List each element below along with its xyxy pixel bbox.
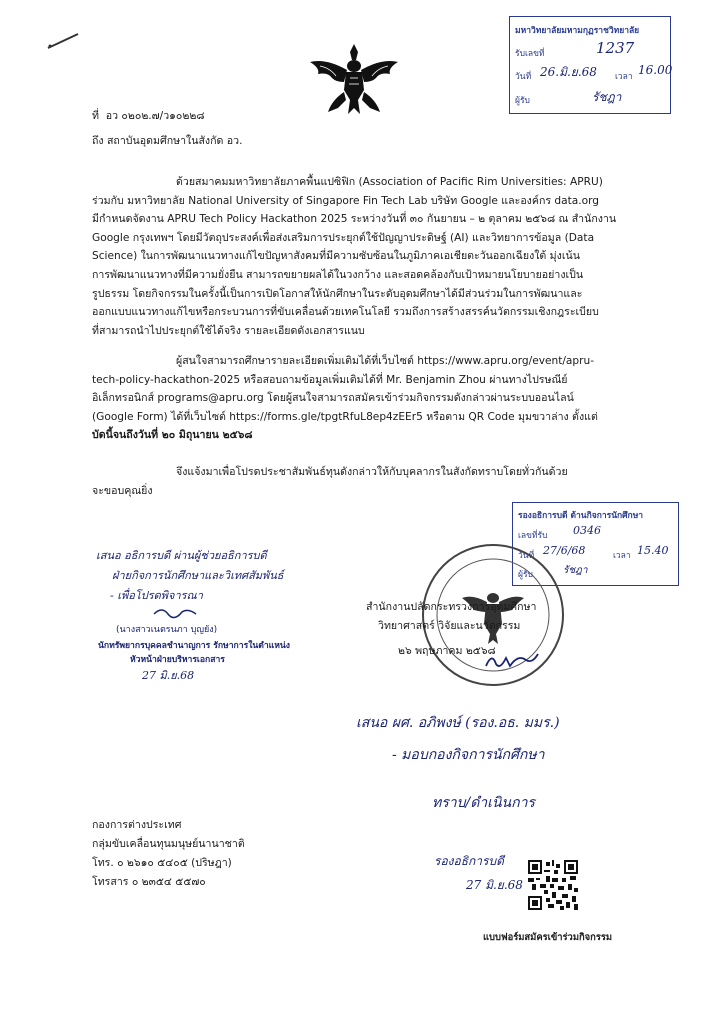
ref-value: อว ๐๒๐๒.๗/ว๑๐๒๒๘ — [105, 110, 205, 122]
footer-dept: กองการต่างประเทศ — [92, 819, 182, 831]
left-note-position: นักทรัพยากรบุคคลชำนาญการ รักษาการในตำแหน่ง — [98, 641, 290, 651]
stamp-date-label: วันที่ — [518, 551, 535, 561]
p1-line: รูปธรรม โดยกิจกรรมในครั้งนี้เป็นการเปิดโอกาสให้นักศึกษาในระดับอุดมศึกษาได้มีส่วนร่วมในการพัฒนาและ — [92, 287, 583, 300]
stamp-title: มหาวิทยาลัยมหามกุฏราชวิทยาลัย — [515, 26, 640, 36]
right-note-line: - มอบกองกิจการนักศึกษา — [392, 747, 545, 763]
paragraph-3 — [92, 463, 568, 500]
signature-date: ๒๖ พฤษภาคม ๒๕๖๘ — [398, 645, 496, 657]
p3-line: จะขอบคุณยิ่ง — [92, 484, 153, 497]
left-note-line: ฝ่ายกิจการนักศึกษาและวิเทศสัมพันธ์ — [112, 569, 284, 582]
p1-line: ร่วมกับ มหาวิทยาลัย National University of Singapore Fin Tech Lab บริษัท Google และองค์กร data.org — [92, 194, 600, 207]
footer-fax: โทรสาร ๐ ๒๓๕๔ ๕๕๗๐ — [92, 876, 206, 888]
left-signature-icon — [150, 604, 200, 620]
official-signature-icon — [482, 648, 542, 672]
stamp-time-value: 15.40 — [637, 544, 669, 557]
p1-line: Science) ในการพัฒนาแนวทางแก้ไขปัญหาสังคมที่มีความซับซ้อนในภูมิภาคเอเชียตะวันออกเฉียงใต้ มุ่งเน้น — [92, 250, 580, 263]
stamp-time-value: 16.00 — [638, 63, 673, 77]
p1-line: ด้วยสมาคมมหาวิทยาลัยภาคพื้นแปซิฟิก (Association of Pacific Rim Universities: APRU) — [176, 176, 603, 188]
garuda-emblem-icon — [306, 38, 402, 118]
stamp-receiver-label: ผู้รับ — [518, 570, 533, 580]
right-note-line: รองอธิการบดี — [434, 854, 504, 868]
right-note-line: 27 มิ.ย.68 — [466, 878, 523, 892]
left-note-position: หัวหน้าฝ่ายบริหารเอกสาร — [130, 655, 225, 665]
stamp-time-label: เวลา — [613, 551, 631, 561]
qr-code-icon[interactable] — [528, 860, 578, 910]
stamp-receiver-value: รัชฎา — [563, 565, 588, 576]
stamp-no-label: รับเลขที่ — [515, 49, 545, 59]
p2-line: (Google Form) ได้ที่เว็บไซต์ https://forms.gle/tpgtRfuL8ep4zEEr5 หรือตาม QR Code มุมขวาล่าง ตั้งแต่ — [92, 410, 598, 423]
paragraph-2 — [92, 352, 598, 445]
recipient-line: ถึง สถาบันอุดมศึกษาในสังกัด อว. — [92, 135, 243, 147]
stamp-no-value: 1237 — [596, 39, 635, 57]
stamp-date-value: 26.มิ.ย.68 — [540, 65, 597, 79]
p1-line: Google กรุงเทพฯ โดยมีวัตถุประสงค์เพื่อส่งเสริมการประยุกต์ใช้ปัญญาประดิษฐ์ (AI) และวิทยาการข้อมูล (Data — [92, 231, 595, 244]
footer-group: กลุ่มขับเคลื่อนทุนมนุษย์นานาชาติ — [92, 838, 245, 850]
left-note-date: 27 มิ.ย.68 — [142, 669, 195, 682]
stamp-no-label: เลขที่รับ — [518, 531, 548, 541]
p2-line: ผู้สนใจสามารถศึกษารายละเอียดเพิ่มเติมได้ที่เว็บไซต์ https://www.apru.org/event/apru- — [176, 355, 595, 367]
stamp-receiver-label: ผู้รับ — [515, 96, 530, 106]
left-note-name: (นางสาวเนตรนภา บุญยัง) — [116, 625, 218, 635]
office-line-2: วิทยาศาสตร์ วิจัยและนวัตกรรม — [378, 620, 521, 632]
right-note-line: เสนอ ผศ. อภิพงษ์ (รอง.อธ. มมร.) — [356, 715, 560, 731]
stamp-date-value: 27/6/68 — [543, 544, 586, 557]
right-note-line: ทราบ/ดำเนินการ — [432, 795, 535, 811]
reference-number — [92, 107, 205, 124]
p1-line: ที่สามารถนำไปประยุกต์ใช้ได้จริง รายละเอียดดังเอกสารแนบ — [92, 324, 365, 337]
footer-tel: โทร. ๐ ๒๖๑๐ ๕๔๐๕ (ปริษฎา) — [92, 857, 232, 869]
p1-line: การพัฒนาแนวทางที่มีความยั่งยืน สามารถขยายผลได้ในวงกว้าง และสอดคล้องกับเป้าหมายนโยบายอย่างเป็น — [92, 268, 584, 281]
ref-label: ที่ — [92, 110, 99, 122]
left-note-line: - เพื่อโปรดพิจารณา — [110, 589, 203, 602]
p2-line: tech-policy-hackathon-2025 หรือสอบถามข้อมูลเพิ่มเติมได้ที่ Mr. Benjamin Zhou ผ่านทางไปรษณีย์ — [92, 373, 568, 386]
left-note-line: เสนอ อธิการบดี ผ่านผู้ช่วยอธิการบดี — [96, 549, 267, 562]
stamp-receiver-value: รัชฎา — [592, 90, 622, 104]
pen-mark-icon — [44, 30, 84, 52]
qr-caption: แบบฟอร์มสมัครเข้าร่วมกิจกรรม — [483, 932, 613, 943]
p1-line: ออกแบบแนวทางแก้ไขหรือกระบวนการที่ขับเคลื่อนด้วยเทคโนโลยี รวมถึงการสร้างสรรค์นวัตกรรมเชิงกฎระเบียบ — [92, 306, 599, 319]
p2-line-deadline: บัดนี้จนถึงวันที่ ๒๐ มิถุนายน ๒๕๖๘ — [92, 429, 253, 442]
receipt-stamp-top — [509, 16, 671, 114]
stamp-title: รองอธิการบดี ด้านกิจการนักศึกษา — [518, 511, 644, 521]
stamp-time-label: เวลา — [615, 72, 633, 82]
p3-line: จึงแจ้งมาเพื่อโปรดประชาสัมพันธ์ทุนดังกล่าวให้กับบุคลากรในสังกัดทราบโดยทั่วกันด้วย — [176, 466, 568, 478]
stamp-no-value: 0346 — [573, 524, 601, 537]
office-line-1: สำนักงานปลัดกระทรวงการอุดมศึกษา — [366, 601, 537, 613]
paragraph-1 — [92, 173, 616, 340]
p1-line: มีกำหนดจัดงาน APRU Tech Policy Hackathon 2025 ระหว่างวันที่ ๓๐ กันยายน – ๒ ตุลาคม ๒๕๖๘ ณ สำนักงาน — [92, 213, 617, 226]
stamp-date-label: วันที่ — [515, 72, 532, 82]
p2-line: อิเล็กทรอนิกส์ programs@apru.org โดยผู้สนใจสามารถสมัครเข้าร่วมกิจกรรมดังกล่าวผ่านระบบออนไลน์ — [92, 392, 574, 405]
